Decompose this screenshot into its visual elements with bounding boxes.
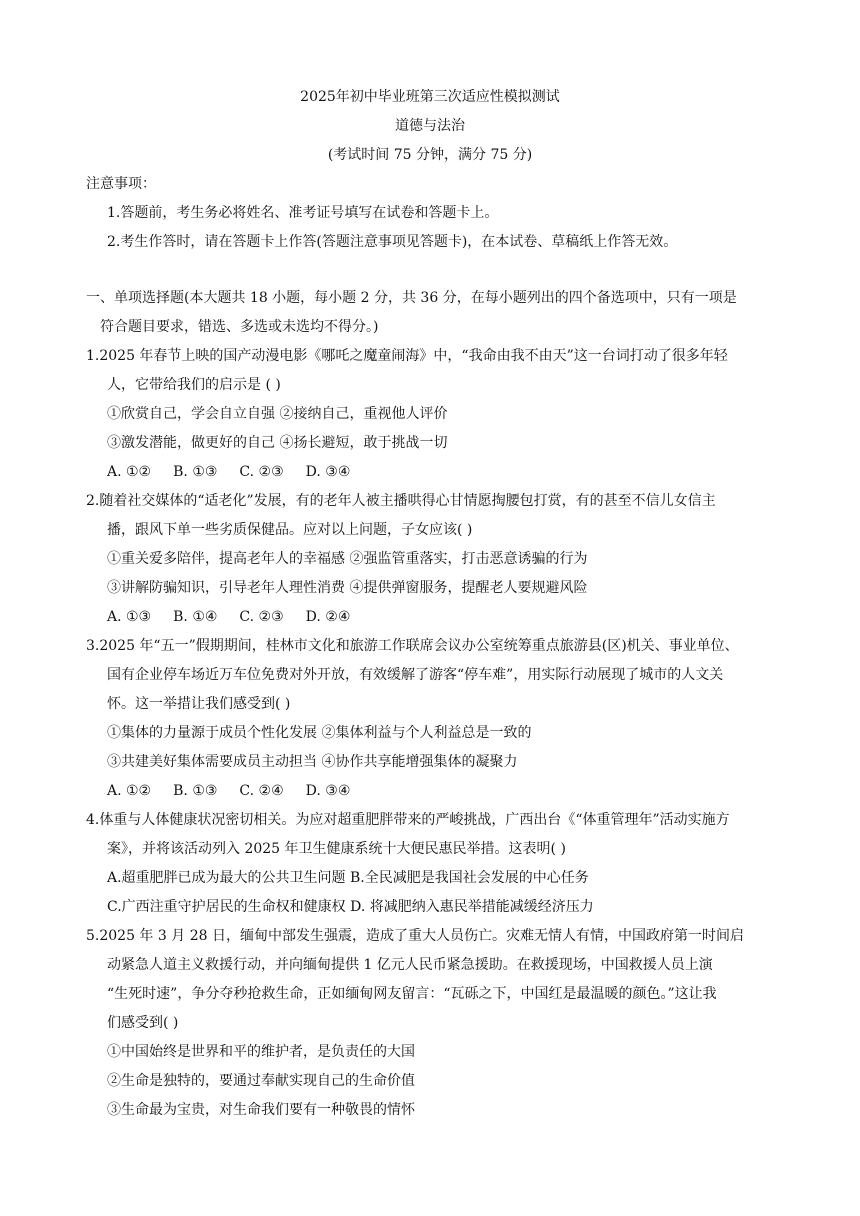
question-stem-cont: 人，它带给我们的启示是 ( ) — [107, 377, 281, 393]
question-statement: ①重关爱多陪伴，提高老年人的幸福感 ②强监管重落实，打击恶意诱骗的行为 — [107, 551, 588, 567]
notice-item: 2.考生作答时，请在答题卡上作答(答题注意事项见答题卡)，在本试卷、草稿纸上作答无效。 — [107, 234, 678, 250]
question-stem: 5.2025 年 3 月 28 日，缅甸中部发生强震，造成了重大人员伤亡。灾难无情人有情，中国政府第一时间启 — [86, 928, 744, 944]
question-statement: ①中国始终是世界和平的维护者，是负责任的大国 — [107, 1044, 415, 1060]
option-d: D. ③④ — [305, 464, 351, 480]
question-statement: ③共建美好集体需要成员主动担当 ④协作共享能增强集体的凝聚力 — [107, 754, 518, 770]
question-stem: 2.随着社交媒体的“适老化”发展，有的老年人被主播哄得心甘情愿掏腰包打赏，有的甚至不信儿女信主 — [86, 493, 716, 509]
exam-title: 2025年初中毕业班第三次适应性模拟测试 — [300, 89, 560, 105]
exam-info: (考试时间 75 分钟，满分 75 分) — [327, 147, 533, 163]
question-statement: C.广西注重守护居民的生命权和健康权 D. 将减肥纳入惠民举措能减缓经济压力 — [107, 899, 594, 915]
option-c: C. ②④ — [239, 783, 284, 799]
question-stem-cont: “生死时速”，争分夺秒抢救生命，正如缅甸网友留言：“瓦砾之下，中国红是最温暖的颜色。”这让我 — [107, 986, 717, 1002]
option-b: B. ①③ — [173, 783, 218, 799]
notice-item: 1.答题前，考生务必将姓名、准考证号填写在试卷和答题卡上。 — [107, 205, 499, 221]
question-stem-cont: 动紧急人道主义救援行动，并向缅甸提供 1 亿元人民币紧急援助。在救援现场，中国救援人员上演 — [107, 957, 713, 973]
question-statement: ①欣赏自己，学会自立自强 ②接纳自己，重视他人评价 — [107, 406, 448, 422]
option-a: A. ①② — [107, 783, 152, 799]
question-statement: ①集体的力量源于成员个性化发展 ②集体利益与个人利益总是一致的 — [107, 725, 532, 741]
question-options — [107, 607, 372, 627]
option-b: B. ①④ — [173, 609, 218, 625]
question-stem-cont: 国有企业停车场近万车位免费对外开放，有效缓解了游客“停车难”，用实际行动展现了城市的人文关 — [107, 667, 724, 683]
question-statement: ②生命是独特的，要通过奉献实现自己的生命价值 — [107, 1073, 415, 1089]
question-options — [107, 462, 372, 482]
question-stem: 4.体重与人体健康状况密切相关。为应对超重肥胖带来的严峻挑战，广西出台《“体重管理年”活动实施方 — [86, 812, 730, 828]
question-stem-cont: 播，跟风下单一些劣质保健品。应对以上问题，子女应该( ) — [107, 522, 473, 538]
option-a: A. ①② — [107, 464, 152, 480]
question-stem: 3.2025 年“五一”假期期间，桂林市文化和旅游工作联席会议办公室统筹重点旅游县(区)机关、事业单位、 — [86, 638, 739, 654]
question-statement: A.超重肥胖已成为最大的公共卫生问题 B.全民减肥是我国社会发展的中心任务 — [107, 870, 589, 886]
question-statement: ③讲解防骗知识，引导老年人理性消费 ④提供弹窗服务，提醒老人要规避风险 — [107, 580, 588, 596]
option-c: C. ②③ — [239, 609, 284, 625]
subject-title: 道德与法治 — [395, 118, 465, 134]
section-heading: 一、单项选择题(本大题共 18 小题，每小题 2 分，共 36 分，在每小题列出的四个备选项中，只有一项是 — [86, 290, 737, 306]
question-statement: ③生命最为宝贵，对生命我们要有一种敬畏的情怀 — [107, 1102, 415, 1118]
option-a: A. ①③ — [107, 609, 152, 625]
question-statement: ③激发潜能，做更好的自己 ④扬长避短，敢于挑战一切 — [107, 435, 448, 451]
question-stem-cont: 们感受到( ) — [107, 1015, 179, 1031]
option-b: B. ①③ — [173, 464, 218, 480]
question-stem-cont: 怀。这一举措让我们感受到( ) — [107, 696, 291, 712]
option-d: D. ②④ — [305, 609, 351, 625]
option-d: D. ③④ — [305, 783, 351, 799]
option-c: C. ②③ — [239, 464, 284, 480]
question-options — [107, 781, 372, 801]
notice-heading: 注意事项： — [86, 176, 156, 192]
section-heading-cont: 符合题目要求，错选、多选或未选均不得分。) — [100, 319, 379, 335]
question-stem-cont: 案》，并将该活动列入 2025 年卫生健康系统十大便民惠民举措。这表明( ) — [107, 841, 566, 857]
question-stem: 1.2025 年春节上映的国产动漫电影《哪吒之魔童闹海》中，“我命由我不由天”这一台词打动了很多年轻 — [86, 348, 728, 364]
